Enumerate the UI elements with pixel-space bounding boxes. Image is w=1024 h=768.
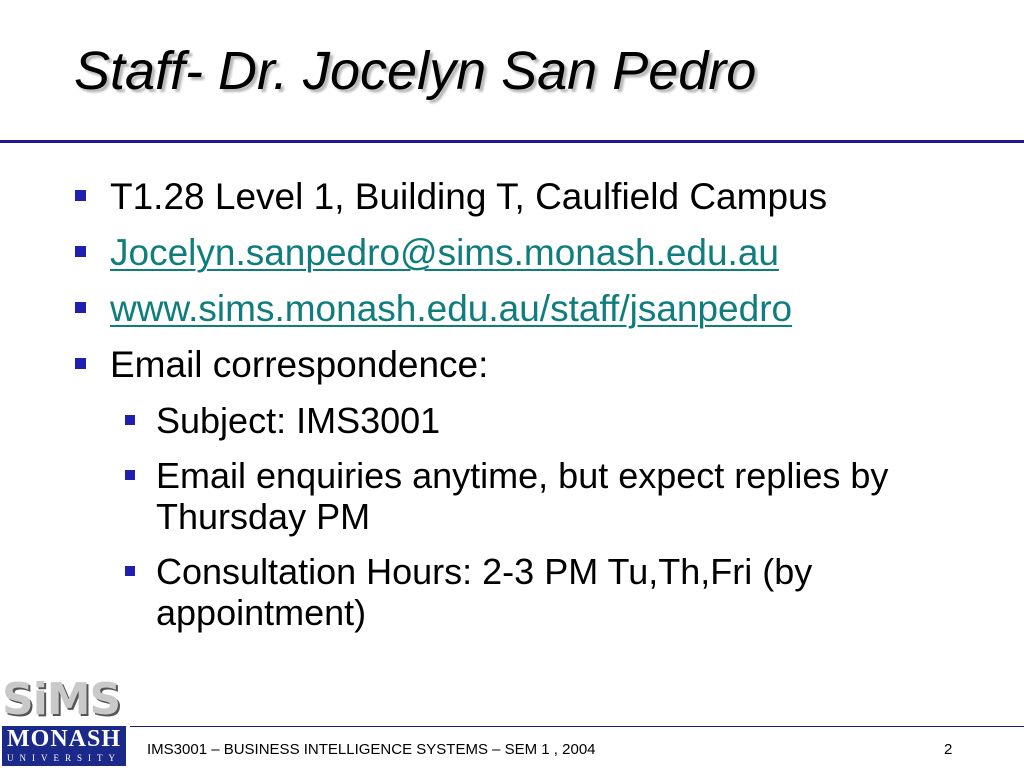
website-link[interactable]: www.sims.monash.edu.au/staff/jsanpedro bbox=[110, 288, 793, 329]
bullet-list bbox=[70, 176, 970, 647]
square-bullet-icon bbox=[75, 246, 86, 257]
footer-course-text: IMS3001 – BUSINESS INTELLIGENCE SYSTEMS – SEM 1 , 2004 bbox=[147, 741, 596, 758]
bullet-email-correspondence bbox=[70, 344, 970, 386]
email-link[interactable]: Jocelyn.sanpedro@sims.monash.edu.au bbox=[110, 232, 779, 273]
square-bullet-icon bbox=[125, 566, 135, 576]
sub-bullet-text: Email enquiries anytime, but expect replies by Thursday PM bbox=[156, 455, 889, 537]
square-bullet-icon bbox=[75, 358, 86, 369]
monash-logo-sub: UNIVERSITY bbox=[7, 753, 121, 763]
sub-bullet-text: Consultation Hours: 2-3 PM Tu,Th,Fri (by appointment) bbox=[156, 551, 813, 633]
sub-bullet-consultation bbox=[70, 551, 970, 633]
bullet-office-location bbox=[70, 176, 970, 218]
footer-divider bbox=[130, 726, 1024, 727]
monash-logo-name: MONASH bbox=[7, 726, 121, 752]
sims-monash-logo bbox=[2, 676, 126, 766]
bullet-email-link[interactable] bbox=[70, 232, 970, 274]
page-number: 2 bbox=[944, 741, 953, 758]
sims-logo-text: SiMS bbox=[2, 674, 121, 725]
bullet-text: Email correspondence: bbox=[110, 344, 489, 385]
sub-bullet-enquiries bbox=[70, 455, 970, 537]
monash-logo-block bbox=[2, 726, 126, 766]
slide-title: Staff- Dr. Jocelyn San Pedro bbox=[74, 41, 757, 101]
sub-bullet-subject bbox=[70, 400, 970, 441]
sub-bullet-text: Subject: IMS3001 bbox=[156, 400, 441, 441]
square-bullet-icon bbox=[125, 415, 135, 425]
square-bullet-icon bbox=[125, 470, 135, 480]
bullet-website-link[interactable] bbox=[70, 288, 970, 330]
square-bullet-icon bbox=[75, 302, 86, 313]
bullet-text: T1.28 Level 1, Building T, Caulfield Campus bbox=[110, 176, 828, 217]
square-bullet-icon bbox=[75, 190, 86, 201]
title-divider bbox=[0, 140, 1024, 143]
